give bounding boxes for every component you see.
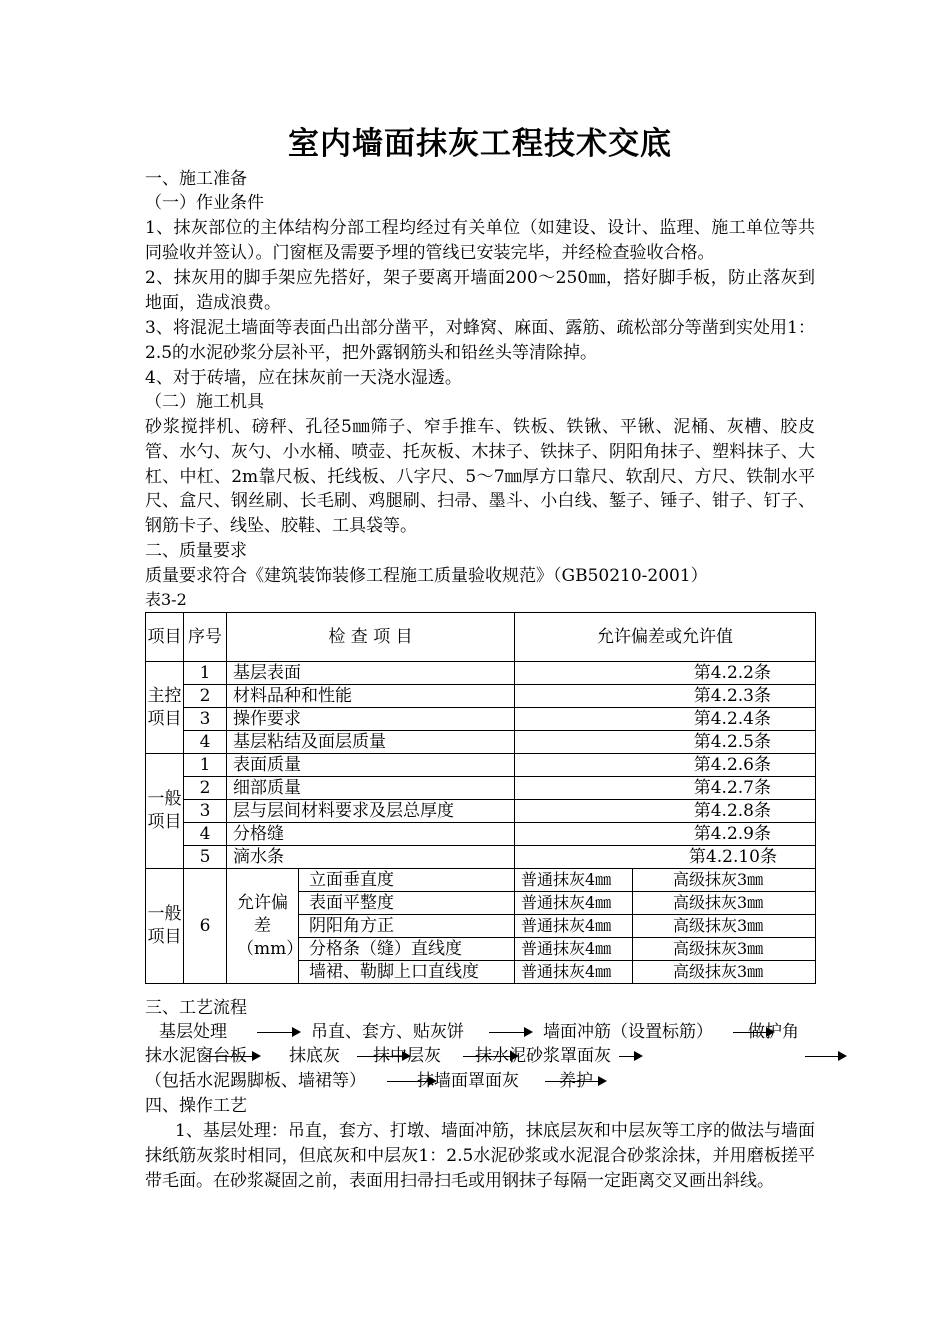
row-item: 细部质量 xyxy=(227,777,515,800)
group-general-deviation: 一般项目 xyxy=(146,869,184,984)
row-value: 第4.2.3条 xyxy=(515,685,816,708)
deviation-normal: 普通抹灰4㎜ xyxy=(515,961,633,984)
flow-step-screed: 墙面冲筋（设置标筋） xyxy=(543,1022,713,1042)
flow-arrow-icon xyxy=(805,1056,845,1057)
section-heading-quality: 二、质量要求 xyxy=(145,541,247,561)
table-row xyxy=(146,708,816,731)
row-item: 分格缝 xyxy=(227,823,515,846)
table-row xyxy=(146,800,816,823)
deviation-seq: 6 xyxy=(184,869,227,984)
paragraph-quality-standard: 质量要求符合《建筑装饰装修工程施工质量验收规范》（GB50210-2001） xyxy=(145,566,708,586)
row-item: 表面质量 xyxy=(227,754,515,777)
flow-arrow-icon xyxy=(733,1032,773,1033)
table-header-row xyxy=(146,613,816,662)
deviation-high: 高级抹灰3㎜ xyxy=(633,938,816,961)
section-heading-preparation: 一、施工准备 xyxy=(145,169,247,189)
table-row xyxy=(146,846,816,869)
header-value: 允许偏差或允许值 xyxy=(515,613,816,662)
header-seq: 序号 xyxy=(184,613,227,662)
row-value: 第4.2.9条 xyxy=(515,823,816,846)
table-row xyxy=(146,869,816,892)
flow-arrow-icon xyxy=(489,1032,531,1033)
row-seq: 1 xyxy=(184,662,227,685)
row-value: 第4.2.6条 xyxy=(515,754,816,777)
row-item: 操作要求 xyxy=(227,708,515,731)
deviation-label: 允许偏差（mm） xyxy=(227,869,299,984)
group-main-control: 主控项目 xyxy=(146,662,184,754)
paragraph-tools: 砂浆搅拌机、磅秤、孔径5㎜筛子、窄手推车、铁板、铁锹、平锹、泥桶、灰槽、胶皮管、水勺、灰勺、小水桶、喷壶、托灰板、木抹子、铁抹子、阴阳角抹子、塑料抹子、大杠、中杠、2m靠尺板、托线板、八字尺、5～7㎜厚方口靠尺、软刮尺、方尺、铁制水平尺、盒尺、钢丝刷、长毛刷、鸡腿刷、扫帚、墨斗、小白线、錾子、锤子、钳子、钉子、钢筋卡子、线坠、胶鞋、工具袋等。 xyxy=(145,417,815,537)
paragraph-condition-1: 1、抹灰部位的主体结构分部工程均经过有关单位（如建设、设计、监理、施工单位等共同验收并签认）。门窗框及需要予埋的管线已安装完毕，并经检查验收合格。 xyxy=(145,218,815,263)
table-row xyxy=(146,777,816,800)
deviation-normal: 普通抹灰4㎜ xyxy=(515,938,633,961)
deviation-item: 分格条（缝）直线度 xyxy=(299,938,515,961)
row-value: 第4.2.8条 xyxy=(515,800,816,823)
document-title: 室内墙面抹灰工程技术交底 xyxy=(288,126,672,162)
table-row xyxy=(146,662,816,685)
row-item: 层与层间材料要求及层总厚度 xyxy=(227,800,515,823)
deviation-high: 高级抹灰3㎜ xyxy=(633,892,816,915)
flow-step-cement-finish: 抹水泥砂浆罩面灰 xyxy=(475,1046,611,1066)
flow-step-windowsill: 抹水泥窗台板 xyxy=(145,1046,247,1066)
paragraph-condition-4: 4、对于砖墙，应在抹灰前一天浇水湿透。 xyxy=(145,368,462,388)
flow-step-wall-finish: 抹墙面罩面灰 xyxy=(417,1071,519,1091)
flow-arrow-icon xyxy=(257,1032,299,1033)
flow-arrow-icon xyxy=(207,1056,259,1057)
flow-step-curing: 养护 xyxy=(559,1071,593,1091)
row-value: 第4.2.10条 xyxy=(515,846,816,869)
row-seq: 3 xyxy=(184,708,227,731)
row-seq: 2 xyxy=(184,777,227,800)
deviation-item: 墙裙、勒脚上口直线度 xyxy=(299,961,515,984)
deviation-item: 立面垂直度 xyxy=(299,869,515,892)
deviation-normal: 普通抹灰4㎜ xyxy=(515,869,633,892)
row-item: 基层表面 xyxy=(227,662,515,685)
flow-arrow-icon xyxy=(619,1056,641,1057)
flow-step-plumb: 吊直、套方、贴灰饼 xyxy=(311,1022,464,1042)
table-caption: 表3-2 xyxy=(145,590,187,609)
table-row xyxy=(146,823,816,846)
deviation-high: 高级抹灰3㎜ xyxy=(633,915,816,938)
deviation-item: 阴阳角方正 xyxy=(299,915,515,938)
section-heading-operation: 四、操作工艺 xyxy=(145,1096,247,1116)
table-row xyxy=(146,754,816,777)
process-flow-diagram xyxy=(145,1018,855,1098)
row-seq: 2 xyxy=(184,685,227,708)
deviation-normal: 普通抹灰4㎜ xyxy=(515,892,633,915)
header-item: 检 查 项 目 xyxy=(227,613,515,662)
paragraph-base-treatment: 1、基层处理：吊直，套方、打墩、墙面冲筋，抹底层灰和中层灰等工序的做法与墙面抹纸筋灰浆时相同，但底灰和中层灰1：2.5水泥砂浆或水泥混合砂浆涂抹，并用磨板搓平带毛面。在砂浆凝固之前，表面用扫帚扫毛或用钢抹子每隔一定距离交叉画出斜线。 xyxy=(145,1121,815,1191)
row-value: 第4.2.2条 xyxy=(515,662,816,685)
quality-table xyxy=(145,612,816,984)
row-seq: 4 xyxy=(184,823,227,846)
group-general: 一般项目 xyxy=(146,754,184,869)
row-item: 基层粘结及面层质量 xyxy=(227,731,515,754)
flow-step-middle-coat: 抹中层灰 xyxy=(373,1046,441,1066)
subsection-heading-tools: （二）施工机具 xyxy=(145,392,264,412)
row-value: 第4.2.7条 xyxy=(515,777,816,800)
deviation-high: 高级抹灰3㎜ xyxy=(633,961,816,984)
section-heading-process-flow: 三、工艺流程 xyxy=(145,998,247,1018)
row-item: 材料品种和性能 xyxy=(227,685,515,708)
row-value: 第4.2.5条 xyxy=(515,731,816,754)
flow-note-skirting: （包括水泥踢脚板、墙裙等） xyxy=(145,1071,366,1091)
row-item: 滴水条 xyxy=(227,846,515,869)
header-group: 项目 xyxy=(146,613,184,662)
subsection-heading-conditions: （一）作业条件 xyxy=(145,193,264,213)
deviation-high: 高级抹灰3㎜ xyxy=(633,869,816,892)
table-row xyxy=(146,731,816,754)
row-seq: 5 xyxy=(184,846,227,869)
table-row xyxy=(146,685,816,708)
row-seq: 1 xyxy=(184,754,227,777)
row-value: 第4.2.4条 xyxy=(515,708,816,731)
row-seq: 4 xyxy=(184,731,227,754)
flow-step-base: 基层处理 xyxy=(159,1022,227,1042)
paragraph-condition-2: 2、抹灰用的脚手架应先搭好，架子要离开墙面200～250㎜，搭好脚手板，防止落灰到地面，造成浪费。 xyxy=(145,268,815,313)
row-seq: 3 xyxy=(184,800,227,823)
flow-step-base-coat: 抹底灰 xyxy=(289,1046,340,1066)
deviation-normal: 普通抹灰4㎜ xyxy=(515,915,633,938)
paragraph-condition-3: 3、将混泥土墙面等表面凸出部分凿平，对蜂窝、麻面、露筋、疏松部分等凿到实处用1：2.5的水泥砂浆分层补平，把外露钢筋头和铅丝头等清除掉。 xyxy=(145,318,815,363)
flow-step-corner: 做护角 xyxy=(748,1022,799,1042)
deviation-item: 表面平整度 xyxy=(299,892,515,915)
